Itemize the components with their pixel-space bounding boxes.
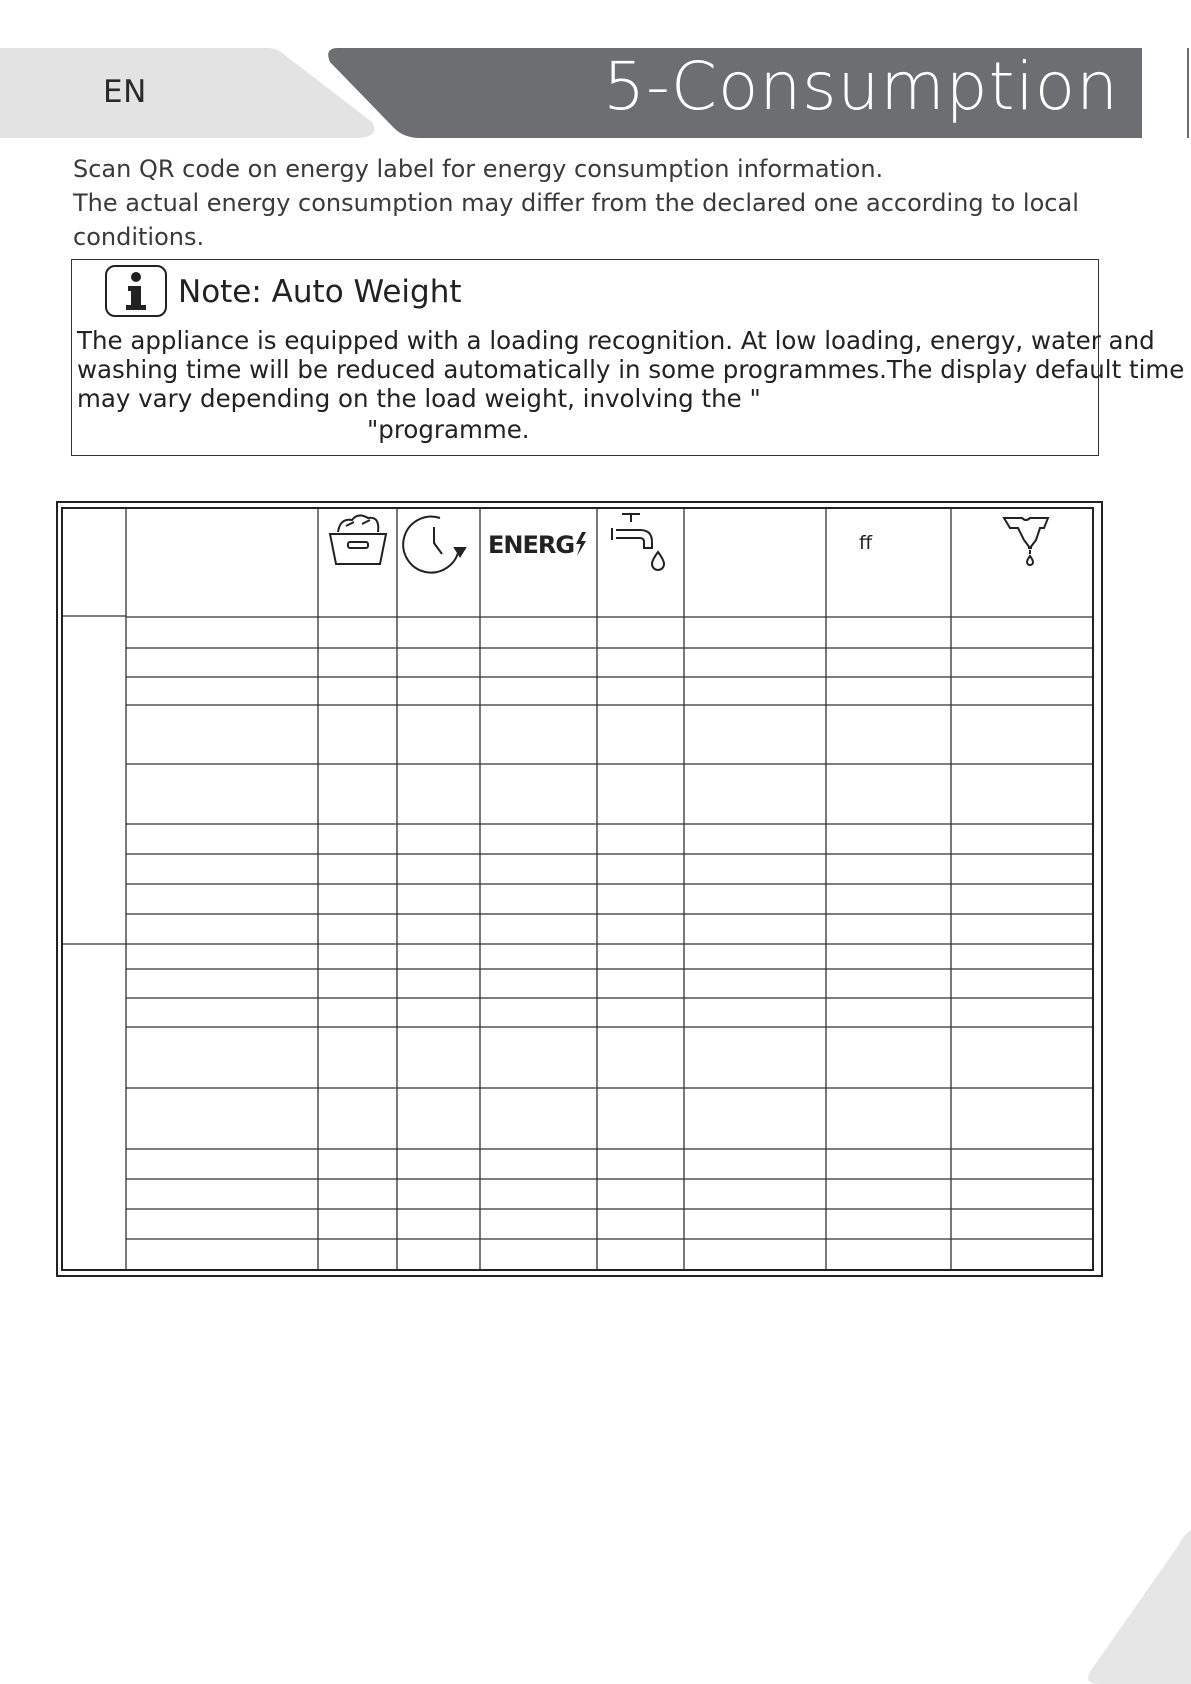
energy-icon [488,531,586,559]
table-lines [63,509,1092,1269]
water-tap-icon [612,514,664,570]
note-line-1: The appliance is equipped with a loading recognition. At low loading, energy, water and [77,326,1155,355]
note-line-3: may vary depending on the load weight, involving the " [77,384,761,413]
garment-moisture-icon [1004,518,1048,565]
ff-label: ff [859,532,873,554]
page-corner-shape [1080,1530,1191,1684]
note-line-4: "programme. [367,415,530,444]
note-line-2: washing time will be reduced automatically in some programmes.The display default time [77,355,1185,384]
laundry-basket-icon [330,515,386,564]
language-label: EN [103,74,147,110]
intro-line-actual: The actual energy consumption may differ from the declared one according to local conditions. [73,189,1079,251]
energy-label: ENERG [488,531,575,559]
intro-line-qr: Scan QR code on energy label for energy consumption information. [73,155,884,183]
note-title: Note: Auto Weight [178,274,462,310]
chapter-title: 5-Consumption [603,48,1119,125]
clock-icon [403,517,465,573]
